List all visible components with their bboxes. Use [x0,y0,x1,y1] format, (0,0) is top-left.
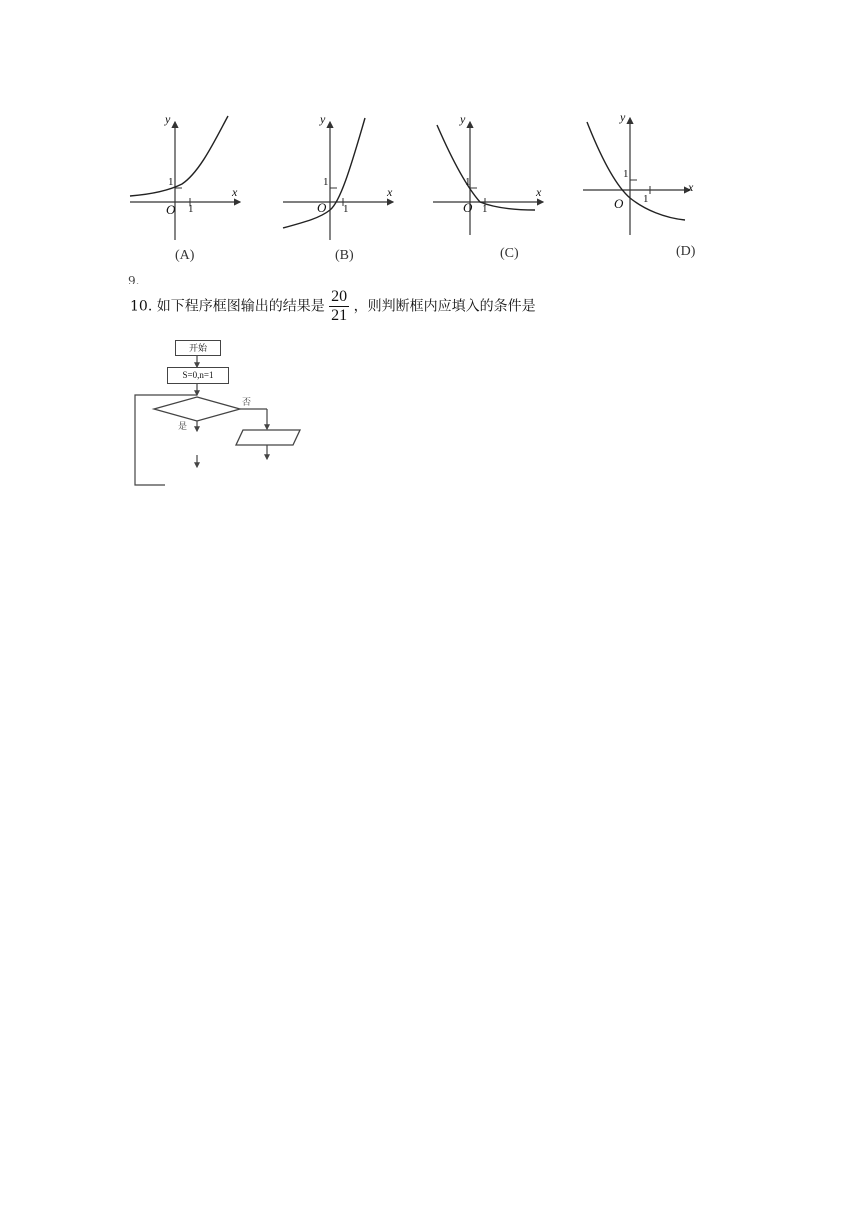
graph-b-y-label: y [320,112,326,126]
question-10-text-post: ，则判断框内应填入的条件是 [353,298,536,315]
question-10-fraction [329,288,349,325]
graph-c-caption: (C) [500,246,519,261]
graph-a-one-y: 1 [168,176,174,188]
graph-a-one-x: 1 [188,203,194,215]
graph-a [130,116,240,240]
question-9-fragment: 9. [128,274,140,284]
flowchart-lines [125,335,325,505]
flowchart-yes-label: 是 [178,422,188,432]
flowchart-start: 开始 [175,340,221,356]
graph-d-origin: O [614,196,624,211]
graph-c-y-label: y [460,112,466,126]
graph-d-one-x: 1 [643,193,649,205]
graph-b-x-label: x [387,185,393,199]
graph-c-one-y: 1 [465,176,471,188]
question-10-stem [130,288,536,325]
graph-c-one-x: 1 [482,203,488,215]
graph-b-caption: (B) [335,248,354,263]
graph-b-one-y: 1 [323,176,329,188]
graph-b [283,118,393,240]
graph-d-one-y: 1 [623,168,629,180]
graph-a-y-label: y [165,112,171,126]
graph-a-origin: O [166,202,176,217]
graph-b-origin: O [317,200,327,215]
flowchart-init: S=0,n=1 [167,367,229,384]
graph-c-x-label: x [536,185,542,199]
graph-b-one-x: 1 [343,203,349,215]
exponential-graphs [120,110,720,285]
graph-d-x-label: x [688,180,694,194]
graph-c [433,122,543,235]
question-10-text-pre: 10. 如下程序框图输出的结果是 [130,298,325,315]
fraction-numerator: 20 [331,288,348,305]
fraction-denominator: 21 [331,307,348,324]
graph-d-caption: (D) [676,244,696,259]
flowchart-no-label: 否 [242,398,252,408]
graph-d-y-label: y [620,110,626,124]
graph-a-x-label: x [232,185,238,199]
graph-d [583,118,690,235]
graph-c-origin: O [463,200,473,215]
graph-a-caption: (A) [175,248,195,263]
